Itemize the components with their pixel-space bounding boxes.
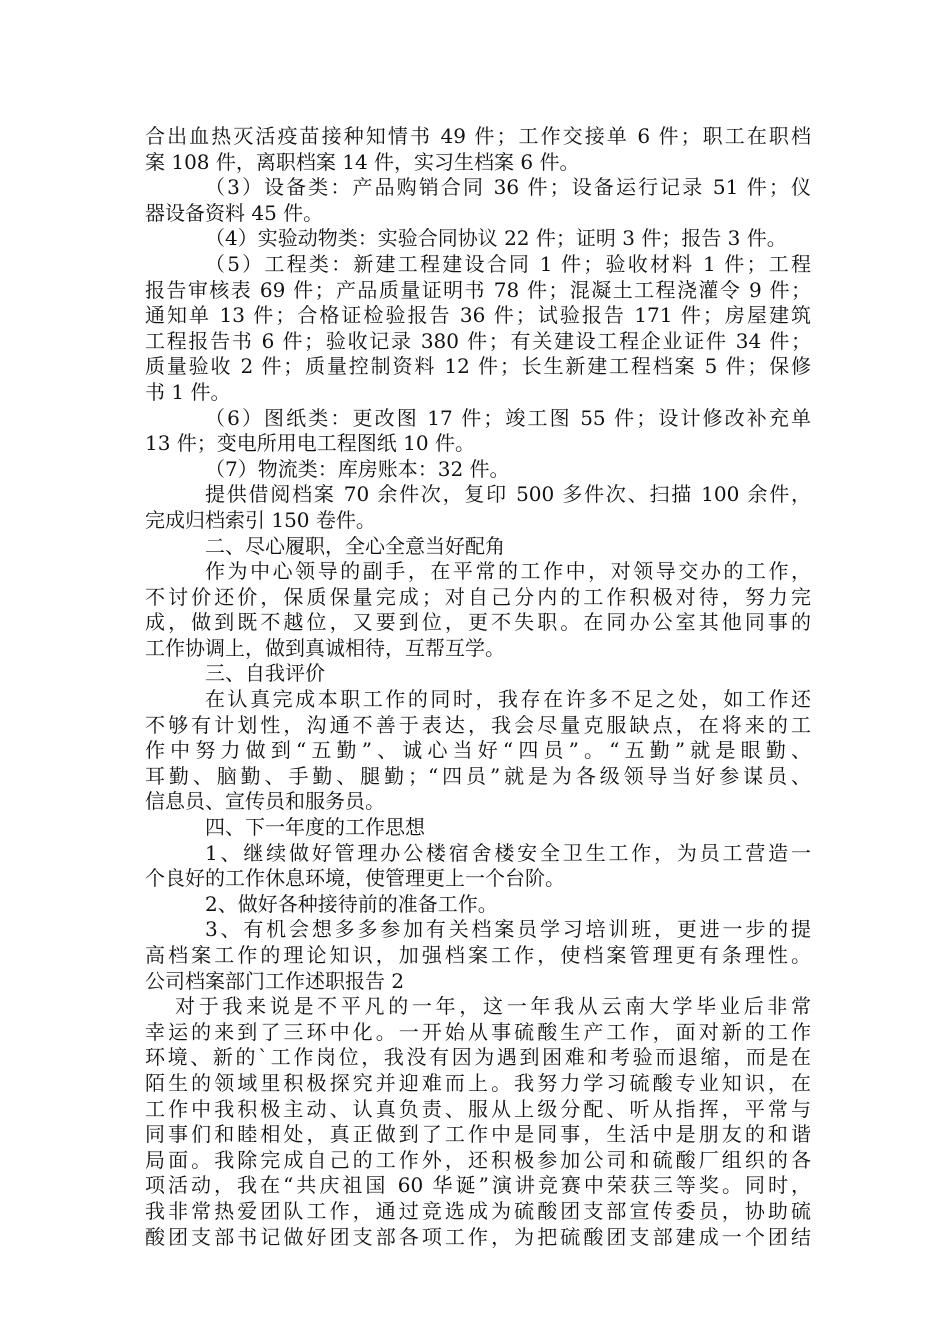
text-line: 环境、新的`工作岗位，我没有因为遇到困难和考验而退缩，而是在 xyxy=(145,1045,811,1070)
text-line: 对于我来说是不平凡的一年，这一年我从云南大学毕业后非常 xyxy=(175,994,811,1019)
text-line: 四、下一年度的工作思想 xyxy=(205,815,425,840)
text-line: 合出血热灭活疫苗接种知情书 49 件；工作交接单 6 件；职工在职档 xyxy=(145,124,811,148)
text-line: 1、继续做好管理办公楼宿舍楼安全卫生工作，为员工营造一 xyxy=(205,840,811,865)
text-line: 三、自我评价 xyxy=(205,661,325,686)
text-line: 高档案工作的理论知识，加强档案工作，使档案管理更有条理性。 xyxy=(145,943,811,967)
text-line: （6）图纸类：更改图 17 件；竣工图 55 件；设计修改补充单 xyxy=(205,405,811,430)
text-line: 个良好的工作休息环境，使管理更上一个台阶。 xyxy=(145,866,565,891)
text-line: 项活动，我在“共庆祖国 60 华诞”演讲竞赛中荣获三等奖。同时， xyxy=(145,1173,811,1198)
text-line: 在认真完成本职工作的同时，我存在许多不足之处，如工作还 xyxy=(205,687,811,712)
text-line: 报告审核表 69 件；产品质量证明书 78 件；混凝土工程浇灌令 9 件； xyxy=(145,277,811,302)
text-line: 二、尽心履职，全心全意当好配角 xyxy=(205,533,505,558)
text-line: 陌生的领域里积极探究并迎难而上。我努力学习硫酸专业知识，在 xyxy=(145,1070,811,1095)
document-body xyxy=(145,124,811,1250)
text-line: （7）物流类：库房账本：32 件。 xyxy=(205,456,510,481)
text-line: 成，做到既不越位，又要到位，更不失职。在同办公室其他同事的 xyxy=(145,610,811,635)
text-line: 作为中心领导的副手，在平常的工作中，对领导交办的工作， xyxy=(205,559,811,584)
text-line: 提供借阅档案 70 余件次，复印 500 多件次、扫描 100 余件， xyxy=(205,482,811,507)
text-line: 公司档案部门工作述职报告 2 xyxy=(145,968,405,993)
text-line: 不够有计划性，沟通不善于表达，我会尽量克服缺点，在将来的工 xyxy=(145,712,811,737)
text-line: 书 1 件。 xyxy=(145,379,231,404)
text-line: 器设备资料 45 件。 xyxy=(145,200,324,225)
text-line: 幸运的来到了三环中化。一开始从事硫酸生产工作，面对新的工作 xyxy=(145,1019,811,1044)
text-line: 质量验收 2 件；质量控制资料 12 件；长生新建工程档案 5 件；保修 xyxy=(145,354,811,379)
text-line: 完成归档索引 150 卷件。 xyxy=(145,507,376,532)
text-line: 作中努力做到“五勤”、诚心当好“四员”。“五勤”就是眼勤、 xyxy=(145,738,811,763)
text-line: 信息员、宣传员和服务员。 xyxy=(145,789,385,814)
text-line: （5）工程类：新建工程建设合同 1 件；验收材料 1 件；工程 xyxy=(205,251,811,276)
text-line: （4）实验动物类：实验合同协议 22 件；证明 3 件；报告 3 件。 xyxy=(205,226,787,251)
text-line: 耳勤、脑勤、手勤、腿勤；“四员”就是为各级领导当好参谋员、 xyxy=(145,763,811,788)
text-line: 我非常热爱团队工作，通过竞选成为硫酸团支部宣传委员，协助硫 xyxy=(145,1198,811,1223)
text-line: 通知单 13 件；合格证检验报告 36 件；试验报告 171 件；房屋建筑 xyxy=(145,303,811,328)
text-line: 2、做好各种接待前的准备工作。 xyxy=(205,891,498,916)
text-line: 工作中我积极主动、认真负责、服从上级分配、听从指挥，平常与 xyxy=(145,1096,811,1121)
text-line: （3）设备类：产品购销合同 36 件；设备运行记录 51 件；仪 xyxy=(205,175,811,200)
text-line: 工程报告书 6 件；验收记录 380 件；有关建设工程企业证件 34 件； xyxy=(145,328,811,353)
text-line: 13 件；变电所用电工程图纸 10 件。 xyxy=(145,431,475,456)
text-line: 局面。我除完成自己的工作外，还积极参加公司和硫酸厂组织的各 xyxy=(145,1147,811,1172)
text-line: 案 108 件，离职档案 14 件，实习生档案 6 件。 xyxy=(145,149,580,174)
text-line: 3、有机会想多多参加有关档案员学习培训班，更进一步的提 xyxy=(205,917,811,942)
text-line: 同事们和睦相处，真正做到了工作中是同事，生活中是朋友的和谐 xyxy=(145,1122,811,1147)
text-line: 工作协调上，做到真诚相待，互帮互学。 xyxy=(145,635,505,660)
text-line: 不讨价还价，保质保量完成；对自己分内的工作积极对待，努力完 xyxy=(145,584,811,609)
text-line: 酸团支部书记做好团支部各项工作，为把硫酸团支部建成一个团结 xyxy=(145,1224,811,1249)
